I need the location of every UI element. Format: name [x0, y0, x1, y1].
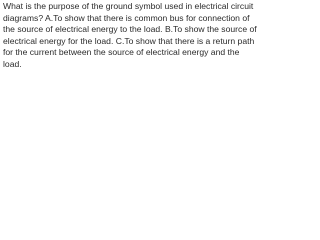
- question-text: What is the purpose of the ground symbol used in electrical circuit diagrams? A.To show that there is common bus for connection of the source of electrical energy to the load. B.To show the source of electrical energy for the load. C.To show that there is a return path for the current between the source of electrical energy and the load.: [3, 1, 257, 69]
